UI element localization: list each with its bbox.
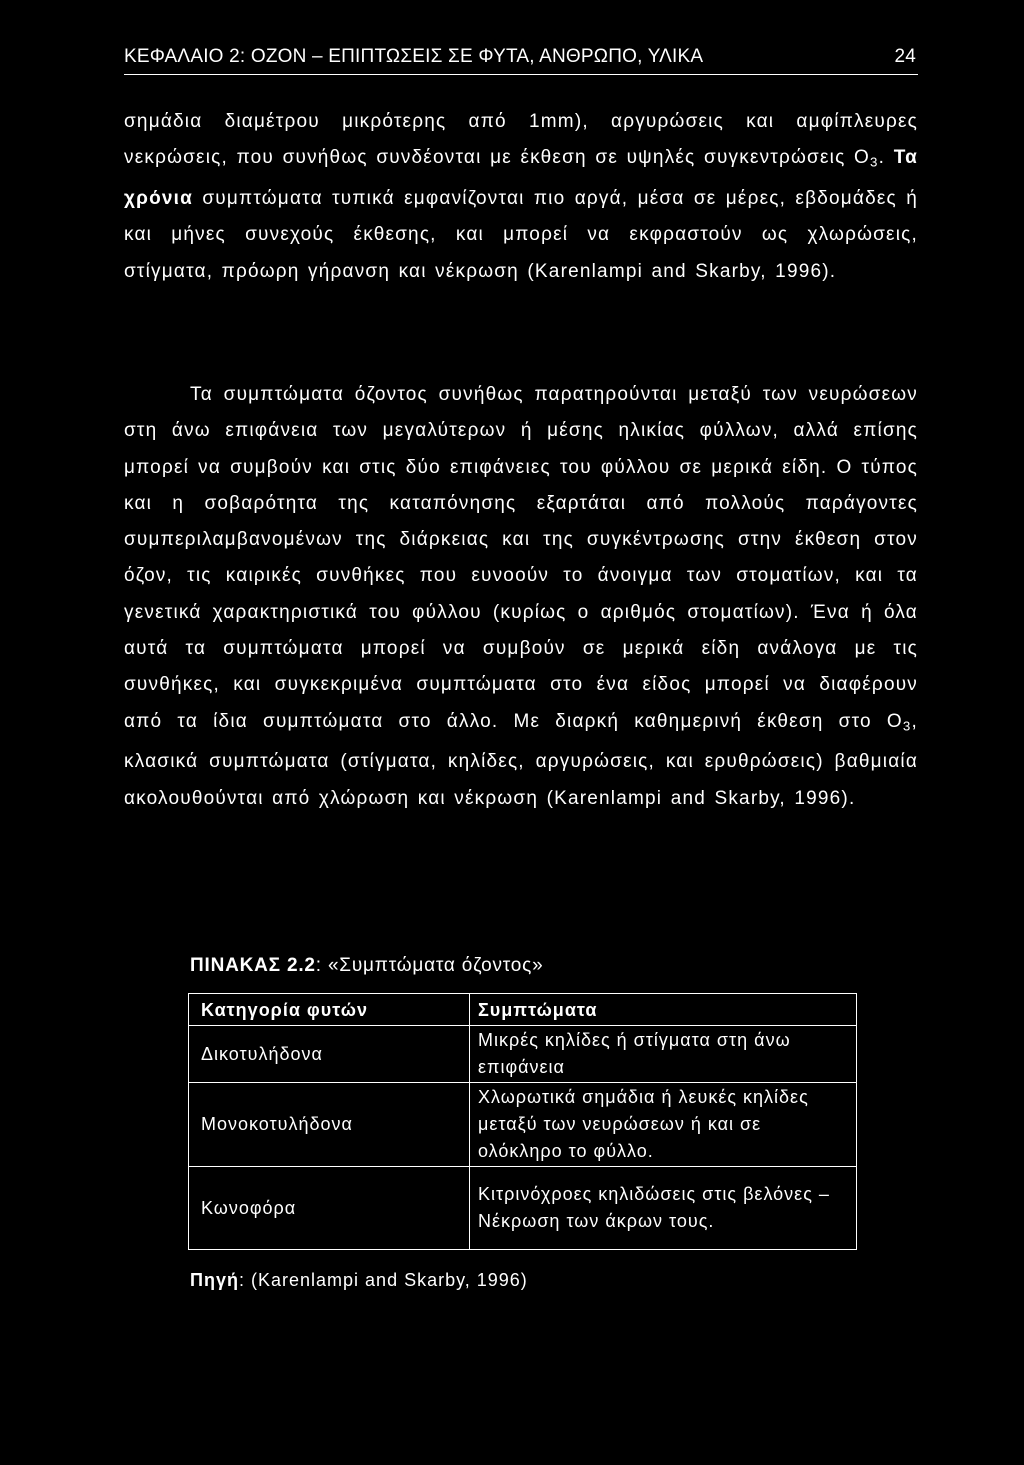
plant-category-cell: Δικοτυλήδονα [189,1026,470,1083]
paragraph-2-text-b: , κλασικά συμπτώματα (στίγματα, κηλίδες, αργυρώσεις, και ερυθρώσεις) βαθμιαία ακολουθούνται από χλώρωση και νέκρωση (Karenlampi and Skarby, 1996). [124,710,918,809]
table-caption-lead: ΠΙΝΑΚΑΣ 2.2 [190,955,316,976]
paragraph-2-text-a: Τα συμπτώματα όζοντος συνήθως παρατηρούνται μεταξύ των νευρώσεων στη άνω επιφάνεια των μεγαλύτερων ή μέσης ηλικίας φύλλων, αλλά επίσης μπορεί να συμβούν και στις δύο επιφάνειες του φύλλου σε μερικά είδη. Ο τύπος και η σοβαρότητα της καταπόνησης εξαρτάται από πολλούς παράγοντες συμπεριλαμβανομένων της διάρκειας και της συγκέντρωσης στην έκθεση στον όζον, τις καιρικές συνθήκες που ευνοούν το άνοιγμα των στοματίων, και τα γενετικά χαρακτηριστικά του φύλλου (κυρίως ο αριθμός στοματίων). Ένα ή όλα αυτά τα συμπτώματα μπορεί να συμβούν σε μερικά είδη ανάλογα με τις συνθήκες, και συγκεκριμένα συμπτώματα στο ένα είδος μπορεί να διαφέρουν από τα ίδια συμπτώματα στο άλλο. Με διαρκή καθημερινή έκθεση στο O [124,384,918,732]
paragraph-1-subscript: 3 [870,154,879,170]
paragraph-1 [124,104,918,290]
symptoms-cell: Κιτρινόχροες κηλιδώσεις στις βελόνες – Νέκρωση των άκρων τους. [470,1167,857,1250]
symptoms-cell: Μικρές κηλίδες ή στίγματα στη άνω επιφάνεια [470,1026,857,1083]
table-caption-rest: : «Συμπτώματα όζοντος» [315,955,544,976]
plant-category-cell: Κωνοφόρα [189,1167,470,1250]
table-header-row [189,994,857,1026]
source-lead: Πηγή [190,1270,239,1290]
running-header [124,44,918,75]
source-text: : (Karenlampi and Skarby, 1996) [239,1270,528,1290]
table-row [189,1083,857,1167]
table-caption [190,955,543,977]
paragraph-1-text-c: συμπτώματα τυπικά εμφανίζονται πιο αργά, μέσα σε μέρες, εβδομάδες ή και μήνες συνεχούς έκθεσης, και μπορεί να εκφραστούν ως χλωρώσεις, στίγματα, πρόωρη γήρανση και νέκρωση (Karenlampi and Skarby, 1996). [124,187,918,282]
table-source [190,1270,528,1291]
paragraph-2-subscript: 3 [902,717,912,733]
paragraph-1-text-b: . [878,147,894,169]
chapter-title: ΚΕΦΑΛΑΙΟ 2: ΟΖΟΝ – ΕΠΙΠΤΩΣΕΙΣ ΣΕ ΦΥΤΑ, ΑΝΘΡΩΠΟ, ΥΛΙΚΑ [124,46,704,67]
plant-category-cell: Μονοκοτυλήδονα [189,1083,470,1167]
paragraph-1-text-a: σημάδια διαμέτρου μικρότερης από 1mm), αργυρώσεις και αμφίπλευρες νεκρώσεις, που συνήθως συνδέονται με έκθεση σε υψηλές συγκεντρώσεις O [124,111,918,169]
symptoms-cell: Χλωρωτικά σημάδια ή λευκές κηλίδες μεταξύ των νευρώσεων ή και σε ολόκληρο το φύλλο. [470,1083,857,1167]
page-number: 24 [894,46,916,67]
header-symptoms: Συμπτώματα [470,994,857,1026]
paragraph-2 [124,377,918,817]
table-row [189,1026,857,1083]
table-row [189,1167,857,1250]
symptoms-table [188,993,857,1250]
paragraph-1-bold: Τα χρόνια [124,147,918,209]
header-plant-category: Κατηγορία φυτών [189,994,470,1026]
